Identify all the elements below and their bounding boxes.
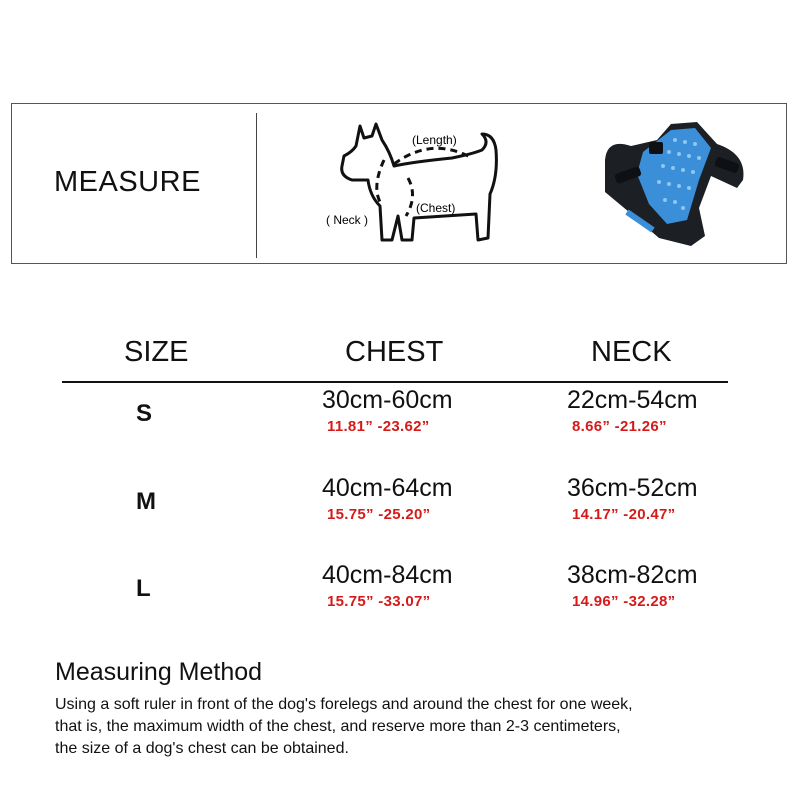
dog-measure-diagram	[312, 116, 512, 256]
method-line: the size of a dog's chest can be obtained.	[55, 740, 349, 757]
chest-cm: 40cm-84cm	[322, 561, 453, 589]
chest-inch: 15.75” -33.07”	[327, 593, 431, 610]
neck-label: ( Neck )	[326, 213, 368, 227]
method-line: that is, the maximum width of the chest, and reserve more than 2-3 centimeters,	[55, 718, 621, 735]
chest-cm: 40cm-64cm	[322, 474, 453, 502]
size-label: S	[136, 400, 153, 427]
size-row-m	[0, 474, 800, 544]
method-description	[55, 694, 755, 760]
neck-cm: 22cm-54cm	[567, 386, 698, 414]
header-rule	[62, 381, 728, 383]
chest-cm: 30cm-60cm	[322, 386, 453, 414]
neck-inch: 14.96” -32.28”	[572, 593, 676, 610]
chest-inch: 15.75” -25.20”	[327, 506, 431, 523]
measure-label: MEASURE	[54, 166, 201, 198]
neck-inch: 8.66” -21.26”	[572, 418, 667, 435]
measure-panel	[11, 103, 787, 264]
panel-divider	[256, 113, 257, 258]
header-chest: CHEST	[345, 336, 444, 368]
chest-inch: 11.81” -23.62”	[327, 418, 430, 435]
size-row-s	[0, 386, 800, 456]
size-label: L	[136, 575, 151, 602]
method-line: Using a soft ruler in front of the dog's forelegs and around the chest for one week,	[55, 696, 633, 713]
neck-inch: 14.17” -20.47”	[572, 506, 676, 523]
chest-label: (Chest)	[416, 201, 456, 215]
size-row-l	[0, 561, 800, 631]
header-neck: NECK	[591, 336, 672, 368]
length-label: (Length)	[412, 133, 457, 147]
method-title: Measuring Method	[55, 658, 263, 686]
neck-cm: 38cm-82cm	[567, 561, 698, 589]
size-label: M	[136, 488, 156, 515]
header-size: SIZE	[124, 336, 189, 368]
harness-image	[587, 120, 757, 250]
neck-cm: 36cm-52cm	[567, 474, 698, 502]
